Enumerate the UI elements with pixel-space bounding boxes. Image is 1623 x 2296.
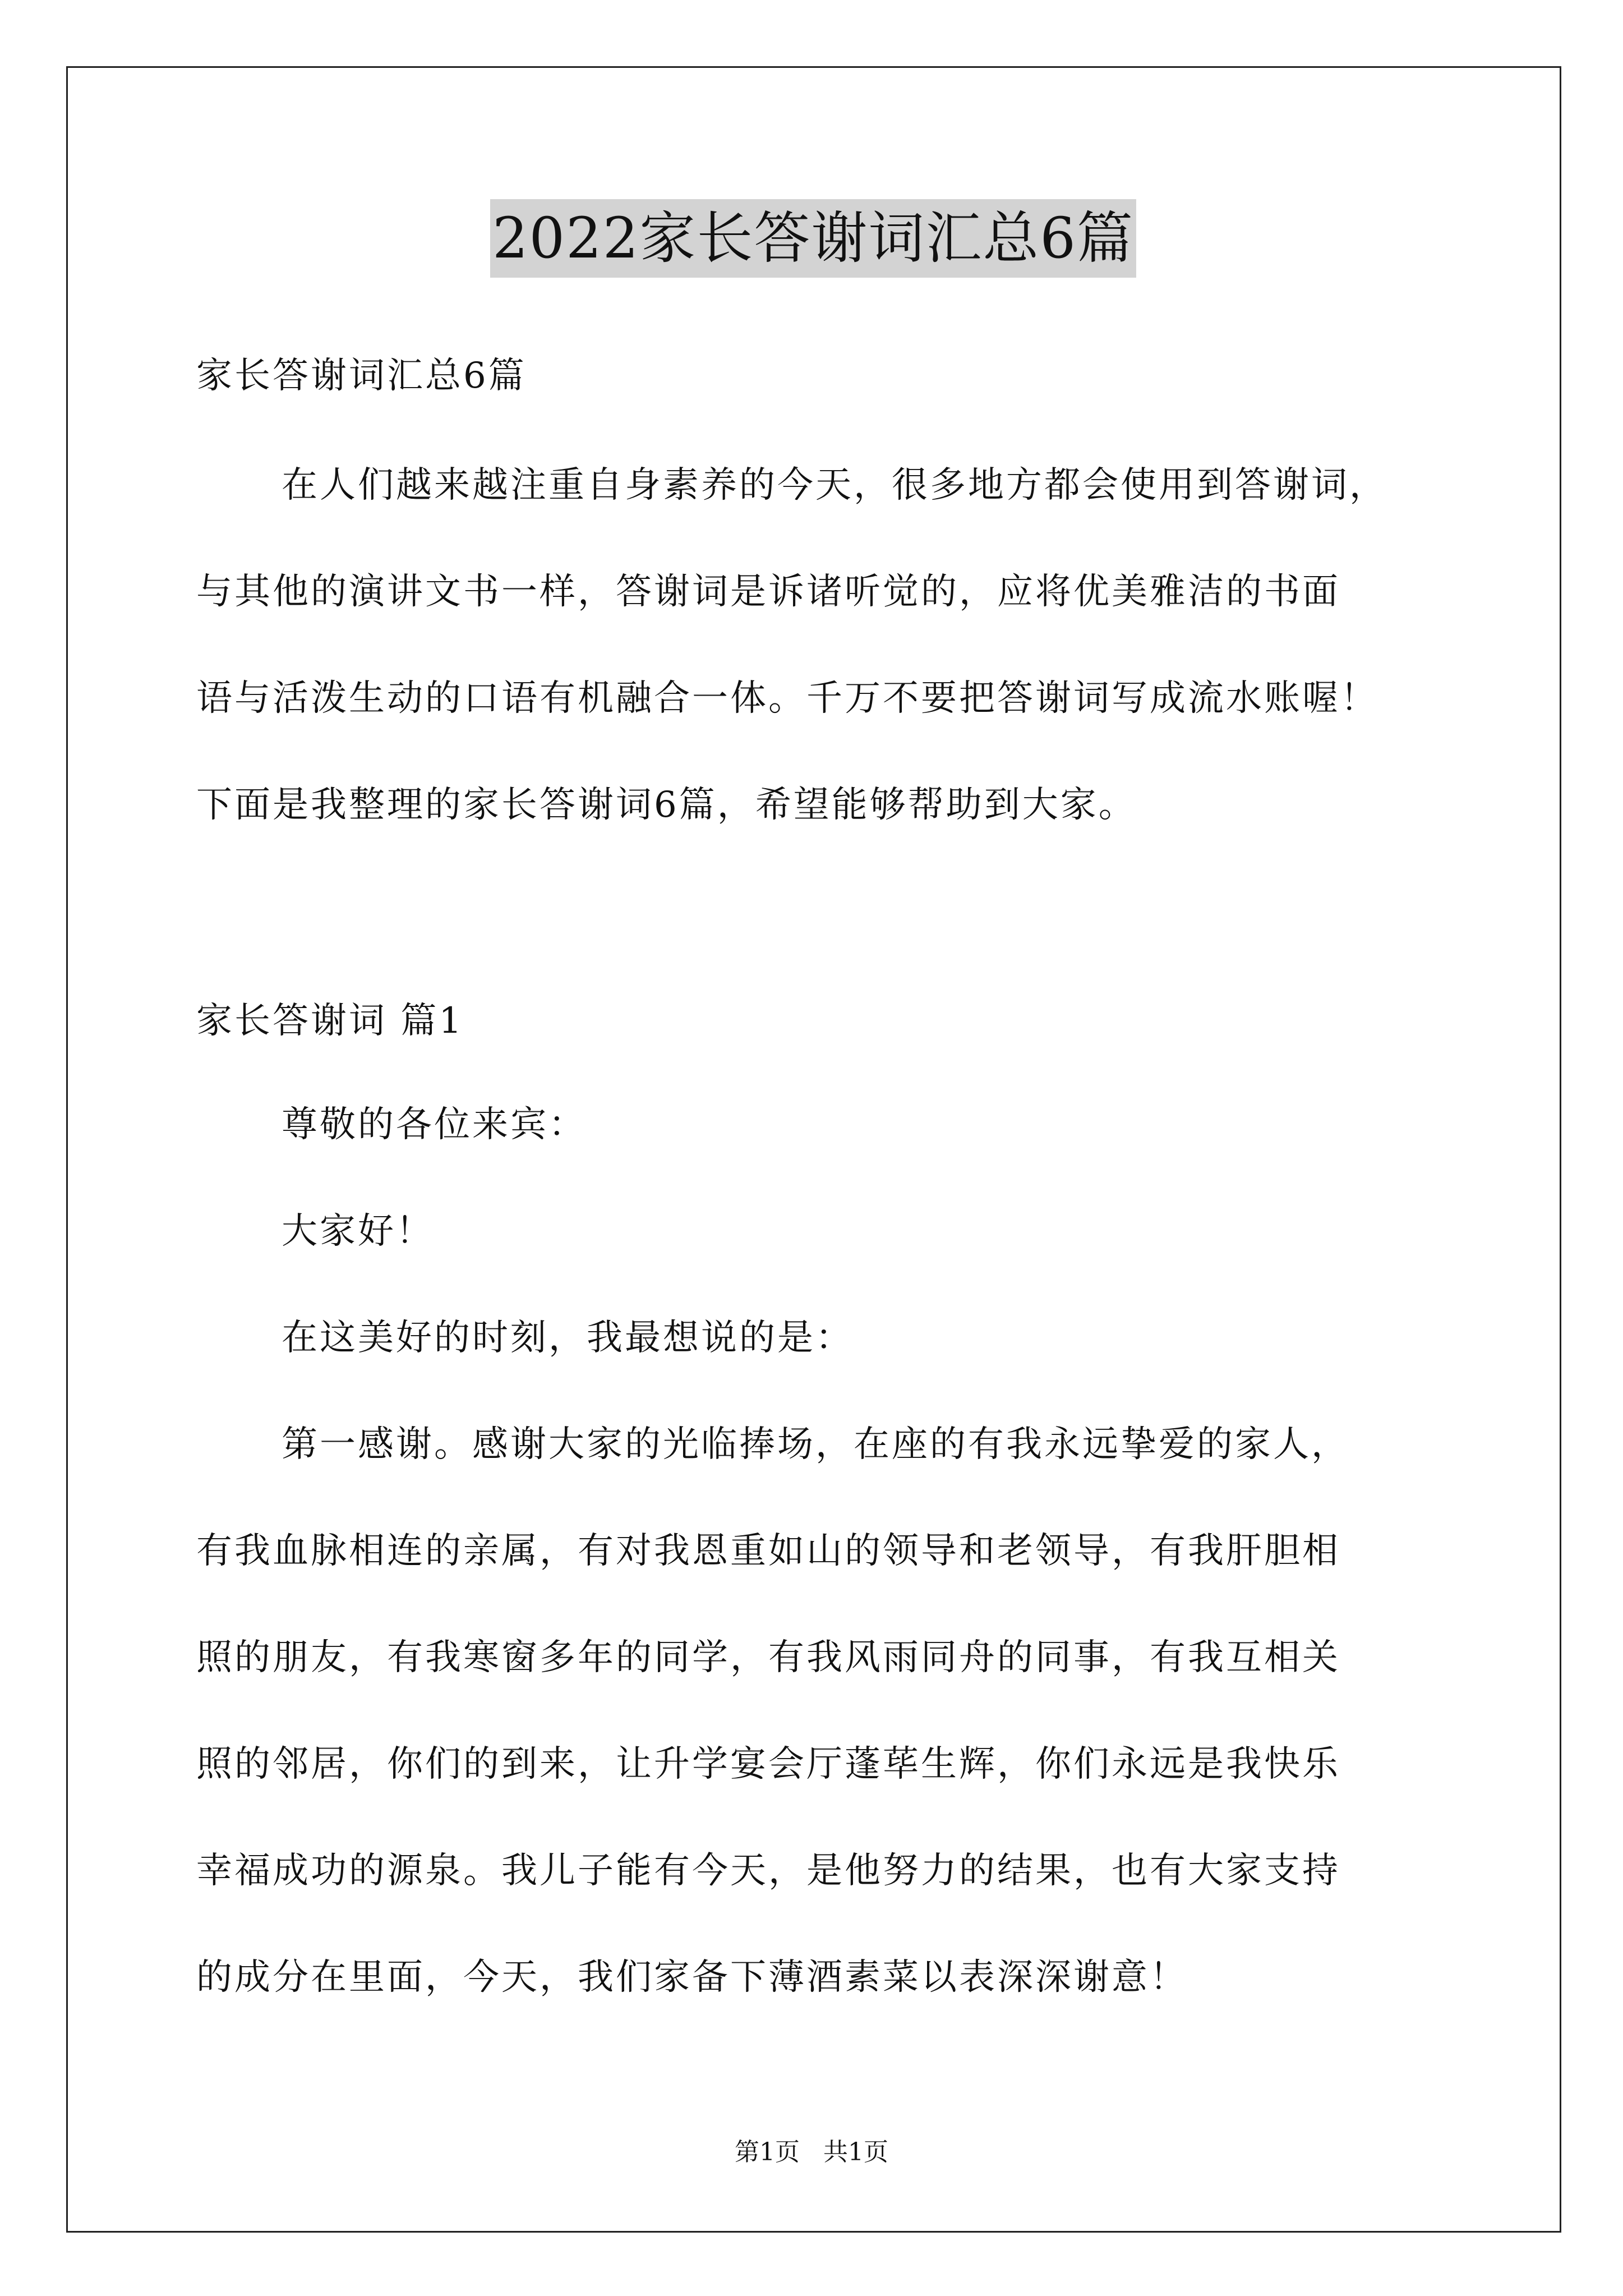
intro-line-3: 语与活泼生动的口语有机融合一体。千万不要把答谢词写成流水账喔！ — [196, 678, 1378, 719]
moment-line: 在这美好的时刻，我最想说的是： — [282, 1317, 854, 1359]
thanks-line-6: 的成分在里面，今天，我们家备下薄酒素菜以表深深谢意！ — [196, 1957, 1188, 1998]
hello: 大家好！ — [282, 1211, 434, 1252]
page-number: 第1页 — [735, 2138, 800, 2166]
document-title: 2022家长答谢词汇总6篇 — [490, 199, 1136, 278]
thanks-line-5: 幸福成功的源泉。我儿子能有今天，是他努力的结果，也有大家支持 — [196, 1850, 1340, 1892]
page-total: 共1页 — [823, 2138, 888, 2166]
intro-line-4: 下面是我整理的家长答谢词6篇，希望能够帮助到大家。 — [196, 784, 1137, 826]
thanks-line-1: 第一感谢。感谢大家的光临捧场，在座的有我永远挚爱的家人， — [282, 1424, 1349, 1465]
thanks-line-3: 照的朋友，有我寒窗多年的同学，有我风雨同舟的同事，有我互相关 — [196, 1637, 1340, 1678]
greeting: 尊敬的各位来宾： — [282, 1104, 587, 1145]
document-subtitle: 家长答谢词汇总6篇 — [196, 355, 527, 397]
title-container — [196, 199, 1430, 278]
section-heading: 家长答谢词 篇1 — [196, 1000, 464, 1042]
intro-line-1: 在人们越来越注重自身素养的今天，很多地方都会使用到答谢词， — [282, 464, 1387, 506]
thanks-line-4: 照的邻居，你们的到来，让升学宴会厅蓬荜生辉，你们永远是我快乐 — [196, 1743, 1340, 1785]
intro-line-2: 与其他的演讲文书一样，答谢词是诉诸听觉的，应将优美雅洁的书面 — [196, 571, 1340, 613]
thanks-line-2: 有我血脉相连的亲属，有对我恩重如山的领导和老领导，有我肝胆相 — [196, 1530, 1340, 1572]
page-footer — [0, 2132, 1623, 2168]
